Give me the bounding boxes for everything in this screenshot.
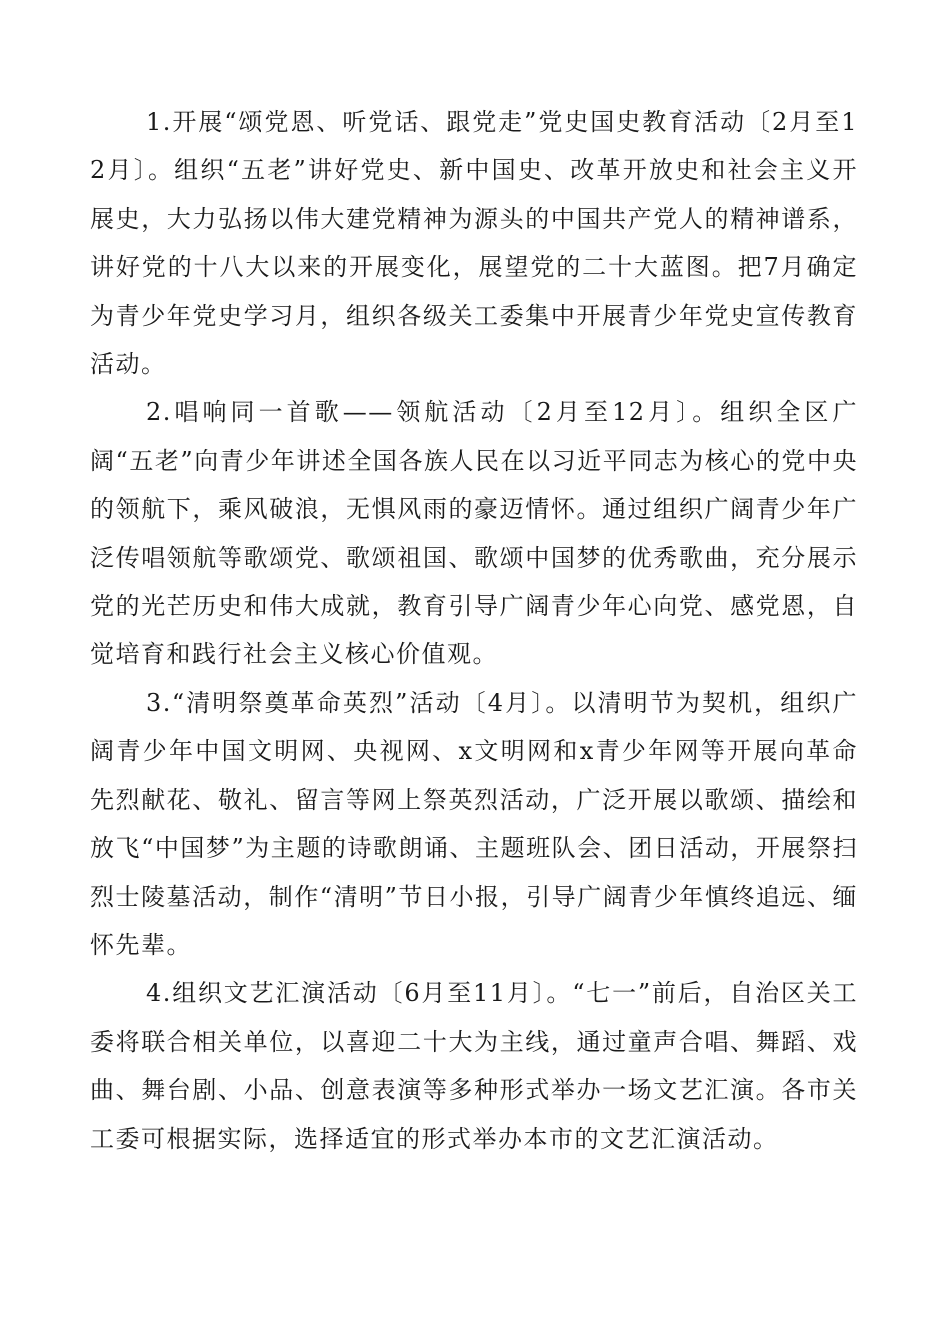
paragraph-1: 1.开展“颂党恩、听党话、跟党走”党史国史教育活动〔2月至12月〕。组织“五老”讲好党史、新中国史、改革开放史和社会主义开展史，大力弘扬以伟大建党精神为源头的中国共产党人的精神谱系，讲好党的十八大以来的开展变化，展望党的二十大蓝图。把7月确定为青少年党史学习月，组织各级关工委集中开展青少年党史宣传教育活动。 [90,108,858,379]
paragraph-3: 3.“清明祭奠革命英烈”活动〔4月〕。以清明节为契机，组织广阔青少年中国文明网、央视网、x文明网和x青少年网等开展向革命先烈献花、敬礼、留言等网上祭英烈活动，广泛开展以歌颂、描绘和放飞“中国梦”为主题的诗歌朗诵、主题班队会、团日活动，开展祭扫烈士陵墓活动，制作“清明”节日小报，引导广阔青少年慎终追远、缅怀先辈。 [90,688,858,959]
paragraph-2: 2.唱响同一首歌——领航活动〔2月至12月〕。组织全区广阔“五老”向青少年讲述全国各族人民在以习近平同志为核心的党中央的领航下，乘风破浪，无惧风雨的豪迈情怀。通过组织广阔青少年广泛传唱领航等歌颂党、歌颂祖国、歌颂中国梦的优秀歌曲，充分展示党的光芒历史和伟大成就，教育引导广阔青少年心向党、感党恩，自觉培育和践行社会主义核心价值观。 [90,398,858,669]
paragraph-4: 4.组织文艺汇演活动〔6月至11月〕。“七一”前后，自治区关工委将联合相关单位，以喜迎二十大为主线，通过童声合唱、舞蹈、戏曲、舞台剧、小品、创意表演等多种形式举办一场文艺汇演。各市关工委可根据实际，选择适宜的形式举办本市的文艺汇演活动。 [90,979,858,1153]
document-body [90,98,858,1163]
